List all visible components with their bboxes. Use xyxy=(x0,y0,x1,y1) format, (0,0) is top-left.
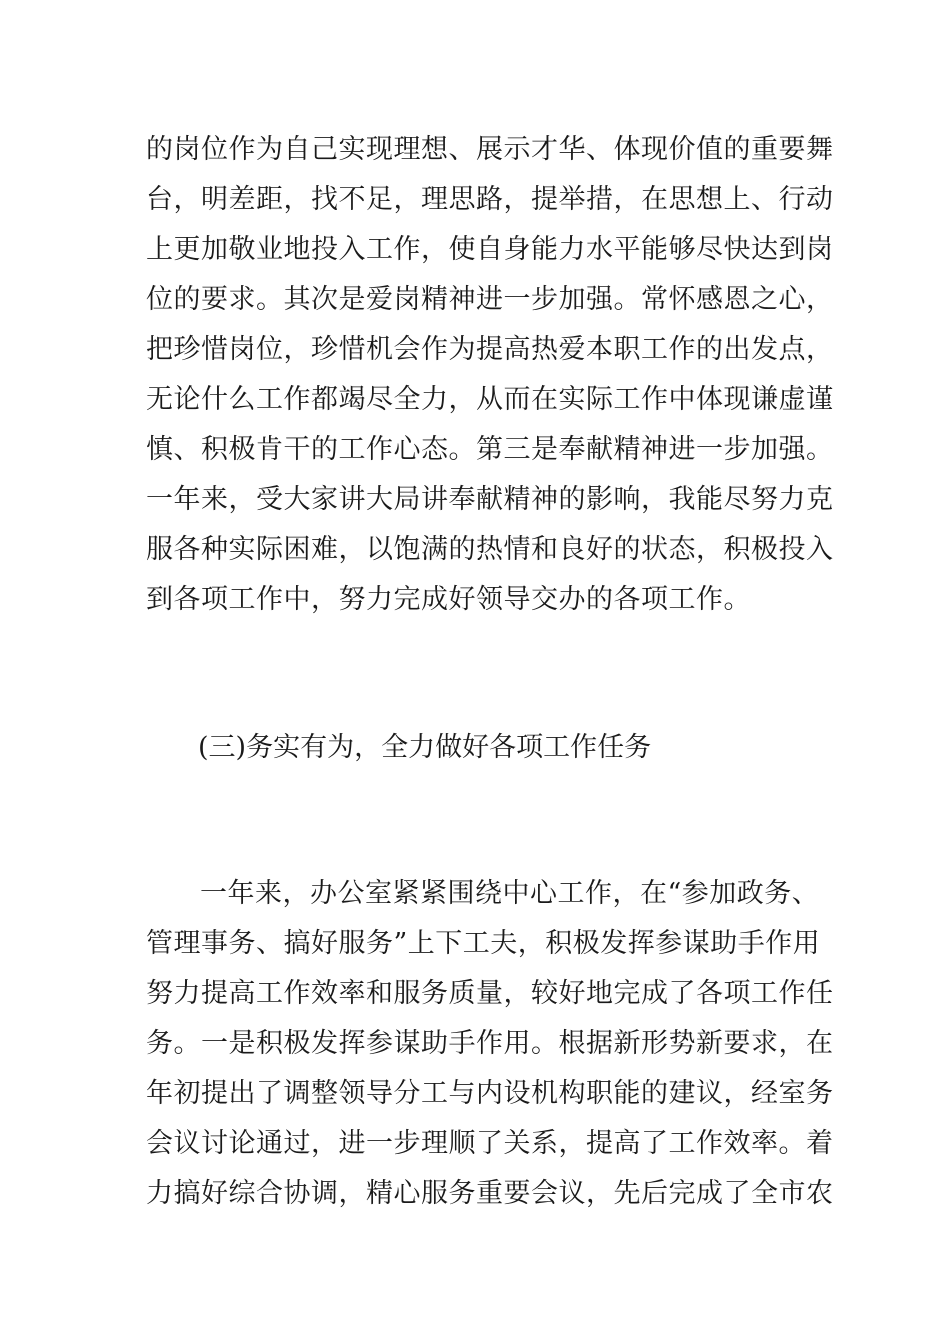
text-line: 慎、积极肯干的工作心态。第三是奉献精神进一步加强。 xyxy=(146,434,834,465)
text-line: 服各种实际困难，以饱满的热情和良好的状态，积极投入 xyxy=(146,534,834,565)
text-line: 一年来，受大家讲大局讲奉献精神的影响，我能尽努力克 xyxy=(146,484,834,515)
text-line: 上更加敬业地投入工作，使自身能力水平能够尽快达到岗 xyxy=(146,234,834,265)
text-line: 会议讨论通过，进一步理顺了关系，提高了工作效率。着 xyxy=(146,1128,834,1159)
text-line: 台，明差距，找不足，理思路，提举措，在思想上、行动 xyxy=(146,184,834,215)
text-line: 年初提出了调整领导分工与内设机构职能的建议，经室务 xyxy=(146,1078,834,1109)
text-line: 到各项工作中，努力完成好领导交办的各项工作。 xyxy=(146,584,751,615)
text-line: 力搞好综合协调，精心服务重要会议，先后完成了全市农 xyxy=(146,1178,834,1209)
text-line: 位的要求。其次是爱岗精神进一步加强。常怀感恩之心， xyxy=(146,284,834,315)
text-line: 一年来，办公室紧紧围绕中心工作，在“参加政务、 xyxy=(200,878,820,909)
text-line: 无论什么工作都竭尽全力，从而在实际工作中体现谦虚谨 xyxy=(146,384,834,415)
text-line: 务。一是积极发挥参谋助手作用。根据新形势新要求，在 xyxy=(146,1028,834,1059)
section-heading: (三)务实有为，全力做好各项工作任务 xyxy=(198,732,652,763)
text-line: 管理事务、搞好服务”上下工夫，积极发挥参谋助手作用 xyxy=(146,928,821,959)
text-line: 努力提高工作效率和服务质量，较好地完成了各项工作任 xyxy=(146,978,834,1009)
text-line: 把珍惜岗位，珍惜机会作为提高热爱本职工作的出发点， xyxy=(146,334,834,365)
text-line: 的岗位作为自己实现理想、展示才华、体现价值的重要舞 xyxy=(146,134,834,165)
